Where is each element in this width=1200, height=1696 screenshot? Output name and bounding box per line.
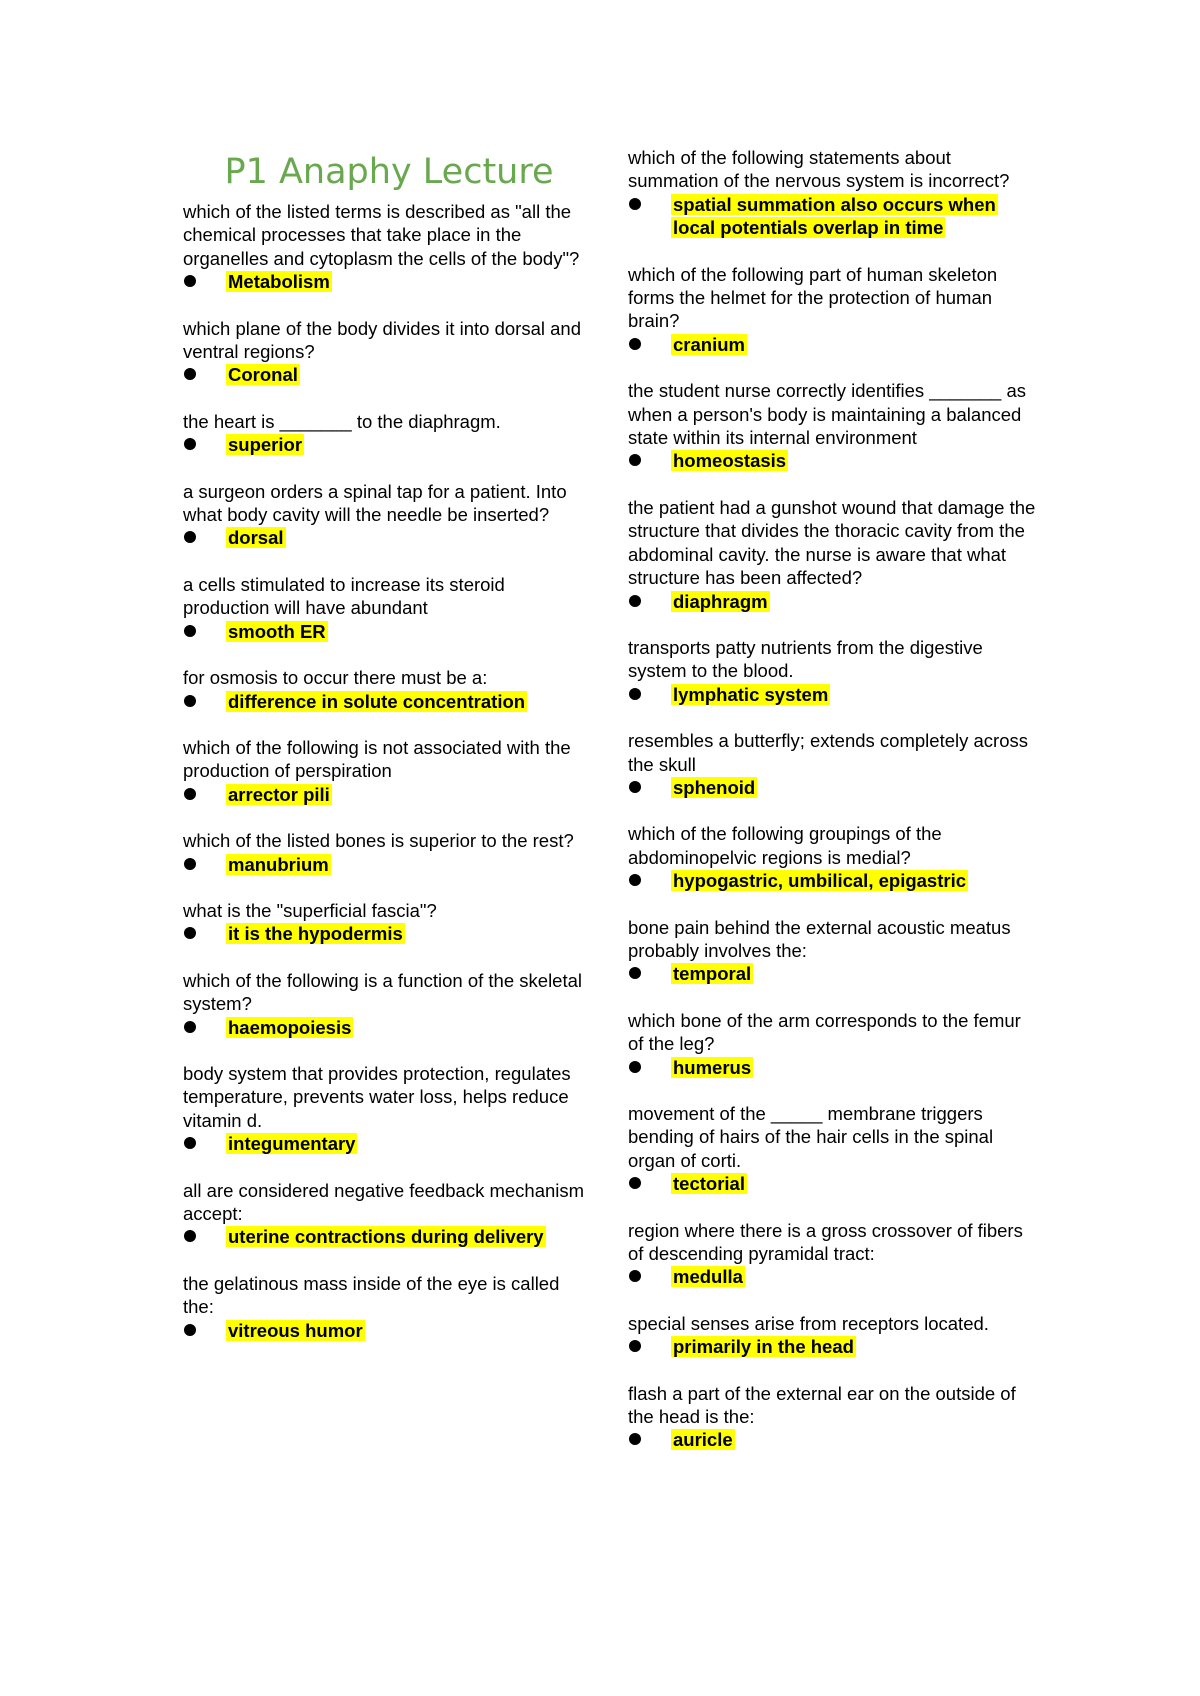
left-qa-list [183,200,595,1342]
bullet-icon [184,788,196,800]
answer-row [183,1319,595,1342]
answer-text: diaphragm [673,590,768,612]
answer-text: haemopoiesis [228,1016,352,1038]
question-text: the patient had a gunshot wound that damage the structure that divides the thoracic cavity from the abdominal cavity. the nurse is aware that what structure has been affected? [628,496,1036,589]
answer-text: spatial summation also occurs when local potentials overlap in time [673,193,996,239]
answer-row [183,783,595,806]
answer-text: auricle [673,1429,733,1451]
question-text: the student nurse correctly identifies _______ as when a person's body is maintaining a balanced state within its internal environment [628,380,1026,449]
question-text: transports patty nutrients from the digestive system to the blood. [628,636,983,682]
question-text: which plane of the body divides it into dorsal and ventral regions? [183,317,582,363]
answer-text: sphenoid [673,776,756,798]
qa-item [183,666,595,713]
bullet-icon [184,858,196,870]
answer-text: smooth ER [228,620,326,642]
question-text: a cells stimulated to increase its steroid production will have abundant [183,573,505,619]
qa-item [628,1009,1040,1079]
question-text: a surgeon orders a spinal tap for a patient. Into what body cavity will the needle be inserted? [183,480,567,526]
answer-row [628,1056,1040,1079]
bullet-icon [629,874,641,886]
answer-row [183,620,595,643]
answer-row [183,270,595,293]
answer-row [183,1132,595,1155]
answer-text: Coronal [228,364,298,386]
bullet-icon [184,695,196,707]
answer-row [183,1225,595,1248]
qa-item [183,829,595,876]
page-title: P1 Anaphy Lecture [224,152,554,192]
qa-item [183,1272,595,1342]
answer-text: hypogastric, umbilical, epigastric [673,870,967,892]
answer-row [628,1172,1040,1195]
bullet-icon [184,275,196,287]
question-text: the gelatinous mass inside of the eye is called the: [183,1272,560,1318]
answer-text: uterine contractions during delivery [228,1226,544,1248]
qa-item [628,916,1040,986]
question-text: which of the listed terms is described as "all the chemical processes that take place in the organelles and cytoplasm the cells of the body"? [183,201,580,269]
question-text: resembles a butterfly; extends completely across the skull [628,730,1028,775]
answer-row [628,1335,1040,1358]
bullet-icon [184,1021,196,1033]
question-text: which of the following part of human skeleton forms the helmet for the protection of human brain? [628,263,998,332]
question-text: which bone of the arm corresponds to the femur of the leg? [628,1009,1021,1055]
left-column [183,150,595,1365]
answer-row [628,333,1040,356]
qa-item [628,729,1040,799]
question-text: all are considered negative feedback mechanism accept: [183,1179,585,1224]
bullet-icon [629,1270,641,1282]
qa-item [183,736,595,806]
bullet-icon [629,454,641,466]
answer-row [628,962,1040,985]
bullet-icon [184,1324,196,1336]
answer-text: it is the hypodermis [228,923,403,945]
answer-row [628,869,1040,892]
qa-item [628,1382,1040,1452]
qa-item [183,969,595,1039]
question-text: bone pain behind the external acoustic meatus probably involves the: [628,916,1011,961]
answer-text: dorsal [228,527,284,549]
bullet-icon [629,198,641,210]
answer-text: cranium [673,333,745,355]
answer-text: primarily in the head [673,1336,854,1358]
qa-item [628,636,1040,706]
bullet-icon [184,1137,196,1149]
answer-text: temporal [673,963,752,985]
answer-text: integumentary [228,1133,356,1155]
answer-text: tectorial [673,1173,745,1195]
bullet-icon [184,438,196,450]
bullet-icon [184,927,196,939]
answer-row [628,683,1040,706]
answer-text: vitreous humor [228,1319,363,1341]
answer-row [183,690,595,713]
answer-text: humerus [673,1056,752,1078]
answer-row [183,363,595,386]
bullet-icon [184,625,196,637]
qa-item [183,480,595,550]
question-text: which of the following statements about summation of the nervous system is incorrect? [628,147,1010,192]
answer-row [183,526,595,549]
answer-text: lymphatic system [673,683,829,705]
qa-item [183,317,595,387]
qa-item [628,146,1040,240]
bullet-icon [629,967,641,979]
right-qa-list [628,146,1040,1452]
qa-item [183,1179,595,1249]
answer-row [628,776,1040,799]
question-text: what is the "superficial fascia"? [183,899,437,921]
answer-row [183,433,595,456]
question-text: which of the following is a function of the skeletal system? [183,969,583,1015]
bullet-icon [629,1433,641,1445]
answer-text: difference in solute concentration [228,690,526,712]
bullet-icon [629,338,641,350]
bullet-icon [184,1230,196,1242]
question-text: for osmosis to occur there must be a: [183,667,488,689]
question-text: which of the following groupings of the abdominopelvic regions is medial? [628,823,942,868]
answer-row [628,1265,1040,1288]
question-text: special senses arise from receptors located. [628,1312,989,1334]
question-text: movement of the _____ membrane triggers bending of hairs of the hair cells in the spinal organ of corti. [628,1103,994,1171]
answer-row [183,1016,595,1039]
answer-row [628,590,1040,613]
question-text: body system that provides protection, regulates temperature, prevents water loss, helps reduce vitamin d. [183,1062,571,1131]
question-text: flash a part of the external ear on the outside of the head is the: [628,1382,1016,1428]
answer-row [628,1428,1040,1451]
qa-item [628,496,1040,613]
bullet-icon [629,781,641,793]
qa-item [183,410,595,457]
bullet-icon [629,688,641,700]
bullet-icon [629,1340,641,1352]
answer-row [183,922,595,945]
answer-text: superior [228,434,303,456]
bullet-icon [629,595,641,607]
answer-text: medulla [673,1266,743,1288]
qa-item [183,573,595,643]
bullet-icon [184,368,196,380]
answer-row [628,449,1040,472]
question-text: the heart is _______ to the diaphragm. [183,410,501,432]
answer-text: arrector pili [228,783,330,805]
bullet-icon [629,1061,641,1073]
qa-item [628,379,1040,473]
question-text: which of the listed bones is superior to the rest? [183,830,574,852]
qa-item [183,899,595,946]
qa-item [628,1312,1040,1359]
question-text: region where there is a gross crossover of fibers of descending pyramidal tract: [628,1219,1023,1265]
qa-item [628,263,1040,357]
answer-text: manubrium [228,853,329,875]
answer-row [628,193,1040,240]
bullet-icon [184,531,196,543]
question-text: which of the following is not associated with the production of perspiration [183,736,571,782]
right-column [628,146,1040,1475]
answer-row [183,853,595,876]
answer-text: homeostasis [673,450,787,472]
qa-item [628,1219,1040,1289]
qa-item [628,1102,1040,1196]
qa-item [183,200,595,294]
qa-item [628,822,1040,892]
bullet-icon [629,1177,641,1189]
answer-text: Metabolism [228,271,330,293]
qa-item [183,1062,595,1156]
